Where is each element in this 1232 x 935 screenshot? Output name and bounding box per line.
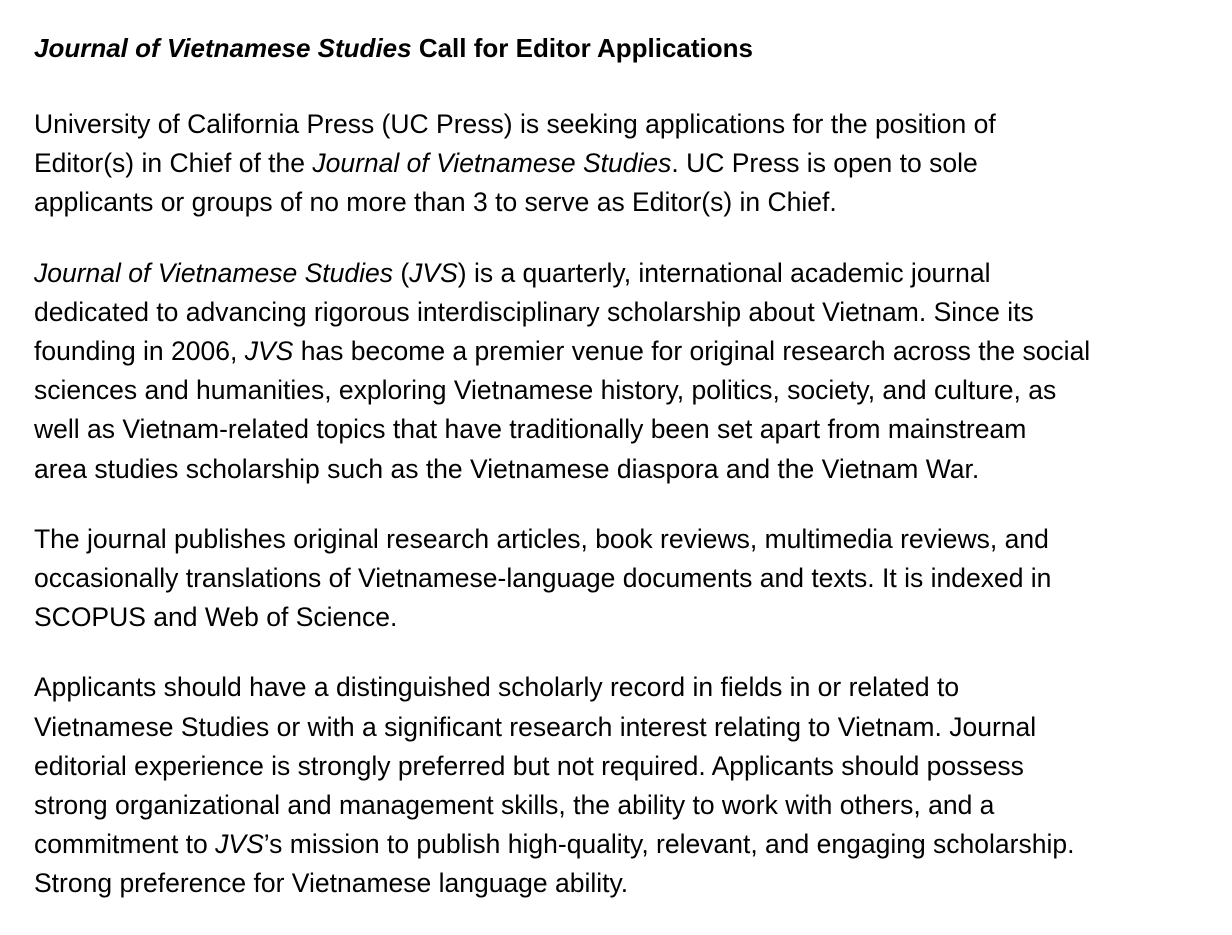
journal-title-italic: Journal of Vietnamese Studies — [34, 33, 412, 63]
paragraph-line: applicants or groups of no more than 3 to serve as Editor(s) in Chief. — [34, 187, 837, 218]
paragraph-intro — [34, 105, 1210, 223]
paragraph-line: University of California Press (UC Press) is seeking applications for the position of — [34, 109, 996, 139]
paragraph-publications — [34, 520, 1210, 638]
paragraph-line: SCOPUS and Web of Science. — [34, 602, 398, 633]
journal-abbrev-italic: JVS — [244, 336, 294, 367]
text-run: ’s mission to publish high-quality, relevant, and engaging scholarship. — [263, 829, 1075, 860]
paragraph-line: Applicants should have a distinguished scholarly record in fields in or related to — [34, 672, 960, 703]
document-page — [34, 28, 1210, 935]
text-run: founding in 2006, — [34, 336, 245, 367]
paragraph-line: area studies scholarship such as the Vietnamese diaspora and the Vietnam War. — [34, 453, 980, 484]
journal-abbrev-italic: JVS — [409, 257, 458, 288]
paragraph-line: editorial experience is strongly preferred but not required. Applicants should possess — [34, 750, 1024, 781]
text-run: . UC Press is open to sole — [671, 148, 978, 179]
paragraph-line: strong organizational and management skills, the ability to work with others, and a — [34, 790, 995, 821]
text-run: has become a premier venue for original research across the social — [293, 336, 1091, 367]
paragraph-line: The journal publishes original research articles, book reviews, multimedia reviews, and — [34, 523, 1049, 554]
text-run: ( — [392, 257, 410, 288]
paragraph-about-journal — [34, 254, 1210, 489]
title-rest: Call for Editor Applications — [411, 33, 753, 63]
journal-name-italic: Journal of Vietnamese Studies — [34, 257, 393, 288]
paragraph-line: Vietnamese Studies or with a significant research interest relating to Vietnam. Journal — [34, 711, 1037, 742]
paragraph-line — [34, 825, 1210, 864]
paragraph-line — [34, 332, 1210, 371]
text-run: Editor(s) in Chief of the — [34, 148, 313, 179]
paragraph-line — [34, 254, 1210, 293]
paragraph-line: well as Vietnam-related topics that have traditionally been set apart from mainstream — [34, 414, 1027, 445]
text-run: commitment to — [34, 829, 216, 860]
paragraph-line: dedicated to advancing rigorous interdisciplinary scholarship about Vietnam. Since its — [34, 296, 1034, 327]
paragraph-line: occasionally translations of Vietnamese-language documents and texts. It is indexed in — [34, 563, 1052, 594]
paragraph-applicants — [34, 668, 1210, 903]
text-run: ) is a quarterly, international academic journal — [457, 257, 991, 288]
paragraph-line: Strong preference for Vietnamese language ability. — [34, 868, 629, 899]
paragraph-line — [34, 144, 1210, 183]
journal-abbrev-italic: JVS — [215, 829, 264, 860]
paragraph-line: sciences and humanities, exploring Vietnamese history, politics, society, and culture, as — [34, 375, 1057, 406]
journal-name-italic: Journal of Vietnamese Studies — [312, 148, 672, 179]
document-title — [34, 28, 1210, 68]
